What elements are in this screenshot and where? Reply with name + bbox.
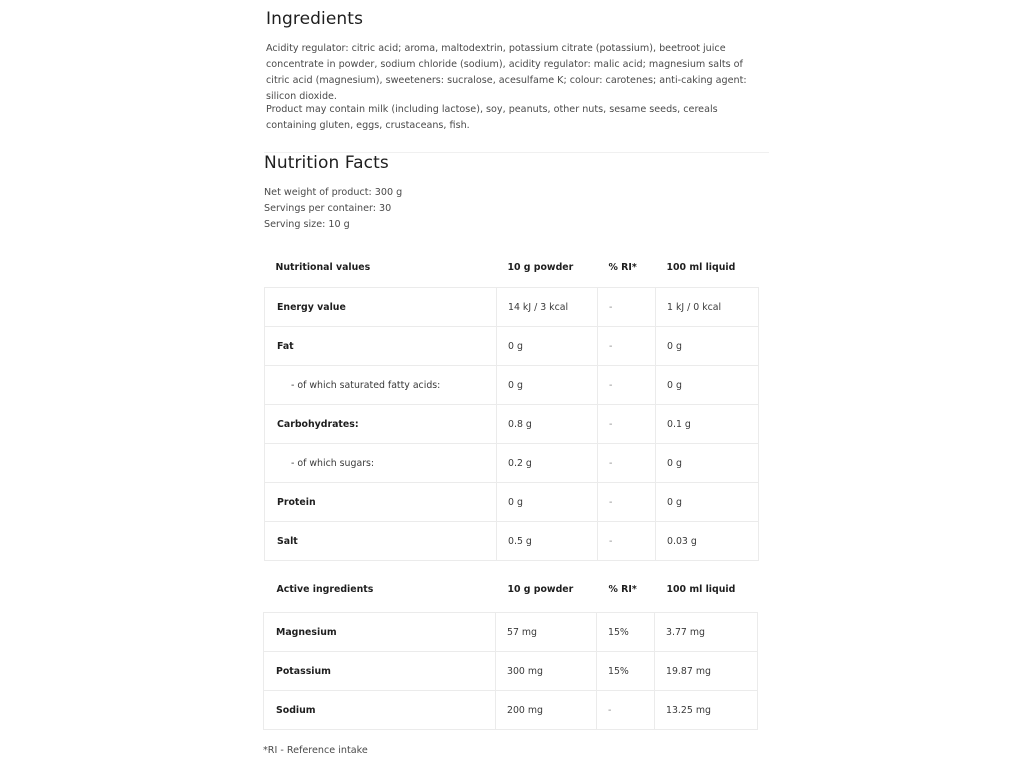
ingredients-heading: Ingredients (266, 9, 364, 29)
servings-per-container: Servings per container: 30 (264, 203, 392, 214)
cell-value-powder: 14 kJ / 3 kcal (497, 288, 598, 327)
cell-value-liquid: 0 g (656, 483, 759, 522)
table-row (265, 522, 759, 561)
row-label: - of which saturated fatty acids: (265, 366, 497, 405)
cell-value-ri: - (598, 288, 656, 327)
row-label: - of which sugars: (265, 444, 497, 483)
cell-value-liquid: 3.77 mg (655, 613, 758, 652)
cell-value-ri: - (598, 483, 656, 522)
row-label: Potassium (264, 652, 496, 691)
header-nutritional-values: Nutritional values (275, 262, 371, 273)
cell-value-powder: 0 g (497, 483, 598, 522)
cell-value-liquid: 0 g (656, 327, 759, 366)
header-per-100ml-liquid: 100 ml liquid (666, 583, 736, 595)
header-per-10g-powder: 10 g powder (507, 583, 574, 595)
product-meta (264, 185, 402, 233)
header-percent-ri: % RI* (608, 583, 637, 595)
cell-value-ri: - (597, 691, 655, 730)
cell-value-ri: - (598, 522, 656, 561)
cell-value-liquid: 0 g (656, 444, 759, 483)
row-label: Sodium (264, 691, 496, 730)
cell-value-liquid: 19.87 mg (655, 652, 758, 691)
allergen-warning: Product may contain milk (including lactose), soy, peanuts, other nuts, sesame seeds, cereals containing gluten, eggs, crustaceans, fish. (266, 104, 718, 131)
cell-value-ri: - (598, 327, 656, 366)
cell-value-powder: 0.8 g (497, 405, 598, 444)
table-row (264, 691, 758, 730)
header-per-10g-powder: 10 g powder (507, 262, 574, 273)
row-label: Magnesium (264, 613, 496, 652)
cell-value-liquid: 0.1 g (656, 405, 759, 444)
row-label: Carbohydrates: (265, 405, 497, 444)
row-label: Salt (265, 522, 497, 561)
cell-value-powder: 0.5 g (497, 522, 598, 561)
cell-value-powder: 0.2 g (497, 444, 598, 483)
cell-value-ri: 15% (597, 613, 655, 652)
active-ingredients-table (263, 566, 758, 730)
cell-value-ri: - (598, 444, 656, 483)
table-row (264, 613, 758, 652)
cell-value-ri: - (598, 366, 656, 405)
row-label: Fat (265, 327, 497, 366)
table-row (264, 652, 758, 691)
table-row (265, 327, 759, 366)
cell-value-liquid: 1 kJ / 0 kcal (656, 288, 759, 327)
cell-value-powder: 57 mg (496, 613, 597, 652)
cell-value-ri: 15% (597, 652, 655, 691)
row-label: Protein (265, 483, 497, 522)
cell-value-liquid: 0.03 g (656, 522, 759, 561)
net-weight: Net weight of product: 300 g (264, 187, 403, 198)
table-row (265, 483, 759, 522)
table-header-row (264, 566, 758, 613)
ri-footnote: *RI - Reference intake (263, 745, 368, 756)
table-row (265, 444, 759, 483)
cell-value-liquid: 13.25 mg (655, 691, 758, 730)
cell-value-powder: 0 g (497, 327, 598, 366)
table-row (265, 366, 759, 405)
cell-value-powder: 200 mg (496, 691, 597, 730)
cell-value-liquid: 0 g (656, 366, 759, 405)
row-label: Energy value (265, 288, 497, 327)
table-row (265, 405, 759, 444)
cell-value-ri: - (598, 405, 656, 444)
serving-size: Serving size: 10 g (264, 219, 350, 230)
header-per-100ml-liquid: 100 ml liquid (666, 262, 736, 273)
nutritional-values-table (264, 248, 759, 561)
ingredients-composition: Acidity regulator: citric acid; aroma, maltodextrin, potassium citrate (potassium), beetroot juice concentrate in powder, sodium chloride (sodium), acidity regulator: malic acid; magnesium salts of citric acid (magnesium), sweeteners: sucralose, acesulfame K; colour: carotenes; anti-caking agent: silicon dioxide. (266, 43, 747, 102)
table-row (265, 288, 759, 327)
header-active-ingredients: Active ingredients (276, 583, 374, 595)
table-header-row (265, 248, 759, 288)
nutrition-facts-heading: Nutrition Facts (264, 153, 389, 173)
cell-value-powder: 0 g (497, 366, 598, 405)
header-percent-ri: % RI* (608, 262, 637, 273)
cell-value-powder: 300 mg (496, 652, 597, 691)
